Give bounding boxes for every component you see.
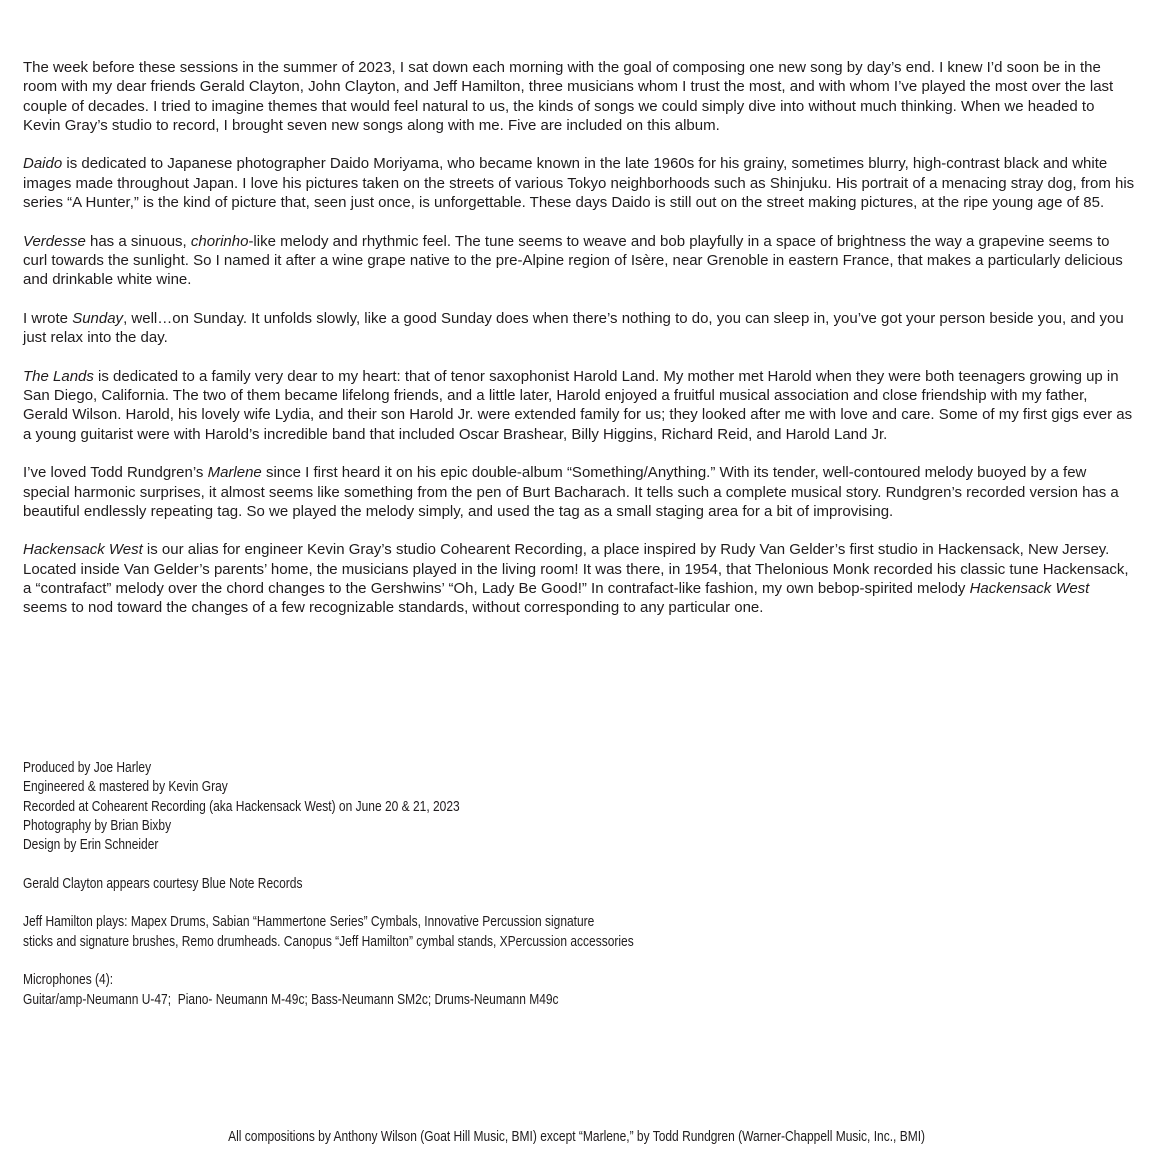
credit-line: sticks and signature brushes, Remo drumheads. Canopus “Jeff Hamilton” cymbal stands, XPercussion accessories <box>23 932 634 950</box>
paragraph <box>23 154 1135 212</box>
paragraph <box>23 58 1135 135</box>
credit-line: Photography by Brian Bixby <box>23 816 172 834</box>
credit-line: Guitar/amp-Neumann U-47; Piano- Neumann M-49c; Bass-Neumann SM2c; Drums-Neumann M49c <box>23 990 559 1008</box>
italic-text-run: Daido <box>23 155 63 173</box>
credit-line: Produced by Joe Harley <box>23 759 152 776</box>
liner-notes-body <box>23 58 1135 637</box>
credit-line: Gerald Clayton appears courtesy Blue Note Records <box>23 874 303 892</box>
italic-text-run: Hackensack West <box>969 580 1090 598</box>
text-run: is our alias for engineer Kevin Gray’s studio Cohearent Recording, a place inspired by Rudy Van Gelder’s first studio in Hackensack, New Jersey. Located inside Van Gelder’s parents’ home, the musicians played in the living room! It was there, in 1954, that Thelonious Monk recorded his classic tune Hackensack, a “contrafact” melody over the chord changes to the Gershwins’ “Oh, Lady Be Good!” In contrafact-like fashion, my own bebop-spirited melody <box>23 541 1129 598</box>
credit-line: Design by Erin Schneider <box>23 836 159 854</box>
text-run: seems to nod toward the changes of a few recognizable standards, without corresponding to any particular one. <box>23 599 764 617</box>
italic-text-run: chorinho <box>190 232 249 250</box>
credit-line: Jeff Hamilton plays: Mapex Drums, Sabian “Hammertone Series” Cymbals, Innovative Percussion signature <box>23 913 595 931</box>
credit-line: Engineered & mastered by Kevin Gray <box>23 778 228 796</box>
text-run: is dedicated to a family very dear to my heart: that of tenor saxophonist Harold Land. My mother met Harold when they were both teenagers growing up in San Diego, California. The two of them became lifelong friends, and a little later, Harold enjoyed a fruitful musical association and close friendship with my father, Gerald Wilson. Harold, his lovely wife Lydia, and their son Harold Jr. were extended family for us; they looked after me with love and care. Some of my first gigs ever as a young guitarist were with Harold’s incredible band that included Oscar Brashear, Billy Higgins, Richard Reid, and Harold Land Jr. <box>23 367 1133 443</box>
publishing-credit-text: All compositions by Anthony Wilson (Goat Hill Music, BMI) except “Marlene,” by Todd Rundgren (Warner-Chappell Music, Inc., BMI) <box>228 1128 926 1145</box>
italic-text-run: Sunday <box>72 309 124 327</box>
paragraph <box>23 367 1135 444</box>
credit-block <box>23 970 743 1009</box>
credit-block <box>23 912 743 951</box>
paragraph <box>23 463 1135 521</box>
text-run: I’ve loved Todd Rundgren’s <box>23 464 208 482</box>
text-run: , well…on Sunday. It unfolds slowly, like a good Sunday does when there’s nothing to do, you can sleep in, you’ve got your person beside you, and you just relax into the day. <box>23 309 1124 347</box>
text-run: since I first heard it on his epic double-album “Something/Anything.” With its tender, well-contoured melody buoyed by a few special harmonic surprises, it almost seems like something from the pen of Burt Bacharach. It tells such a complete musical story. Rundgren’s recorded version has a beautiful endlessly repeating tag. So we played the melody simply, and used the tag as a small staging area for a bit of improvising. <box>23 464 1119 520</box>
credit-line: Recorded at Cohearent Recording (aka Hackensack West) on June 20 & 21, 2023 <box>23 797 460 815</box>
text-run: has a sinuous, <box>85 232 191 250</box>
text-run: The week before these sessions in the summer of 2023, I sat down each morning with the goal of composing one new song by day’s end. I knew I’d soon be in the room with my dear friends Gerald Clayton, John Clayton, and Jeff Hamilton, three musicians whom I trust the most, and with whom I’ve played the most over the last couple of decades. I tried to imagine themes that would feel natural to us, the kinds of songs we could simply dive into without much thinking. When we headed to Kevin Gray’s studio to record, I brought seven new songs along with me. Five are included on this album. <box>23 59 1114 134</box>
italic-text-run: The Lands <box>23 367 94 385</box>
credit-block <box>23 874 743 893</box>
paragraph <box>23 309 1135 348</box>
italic-text-run: Hackensack West <box>23 541 143 559</box>
text-run: is dedicated to Japanese photographer Daido Moriyama, who became known in the late 1960s for his grainy, sometimes blurry, high-contrast black and white images made throughout Japan. I love his pictures taken on the streets of various Tokyo neighborhoods such as Shinjuku. His portrait of a menacing stray dog, from his series “A Hunter,” is the kind of picture that, seen just once, is unforgettable. These days Daido is still out on the street making pictures, at the ripe young age of 85. <box>23 155 1135 212</box>
paragraph <box>23 232 1135 290</box>
credit-block <box>23 758 743 854</box>
credits-section <box>23 758 923 1028</box>
paragraph <box>23 540 1135 617</box>
publishing-credit-footer <box>0 1127 1154 1146</box>
text-run: I wrote <box>23 309 73 327</box>
credit-line: Microphones (4): <box>23 971 114 989</box>
italic-text-run: Marlene <box>207 464 262 482</box>
italic-text-run: Verdesse <box>23 232 86 250</box>
text-run: -like melody and rhythmic feel. The tune seems to weave and bob playfully in a space of brightness the way a grapevine seems to curl towards the sunlight. So I named it after a wine grape native to the pre-Alpine region of Isère, near Grenoble in eastern France, that makes a particularly delicious and drinkable white wine. <box>23 232 1123 289</box>
